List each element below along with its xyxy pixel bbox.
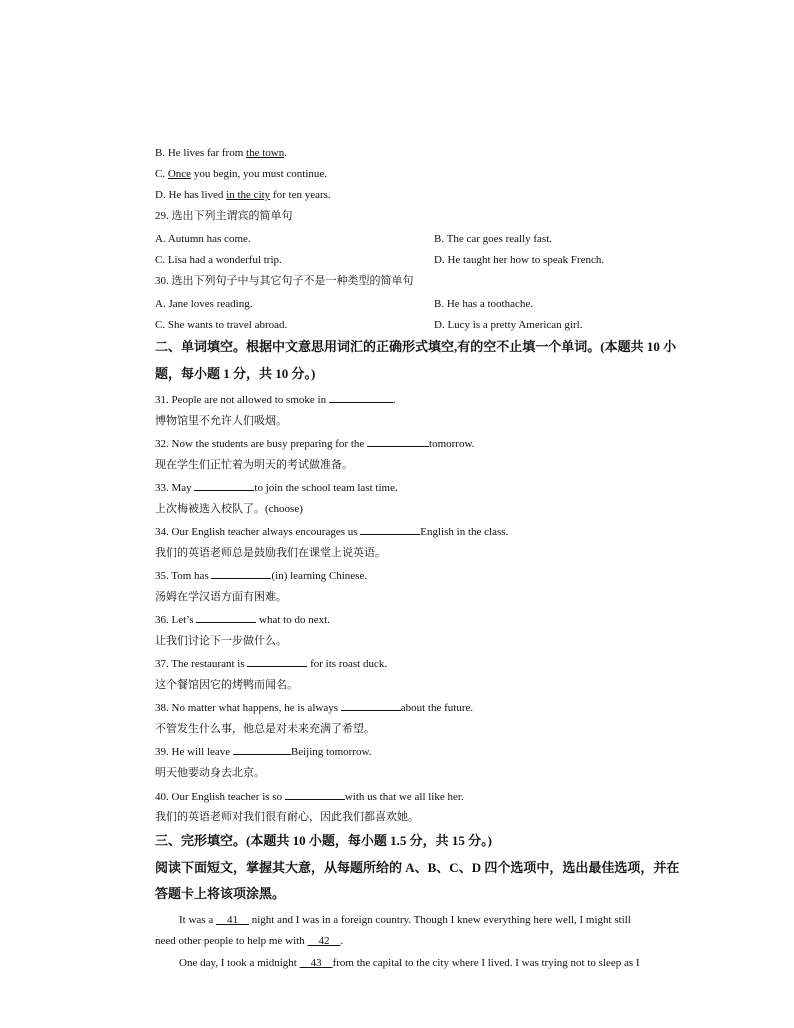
q32-blank[interactable] [367,436,429,447]
q29-option-c: C. Lisa had a wonderful trip. [155,254,282,266]
q40-blank[interactable] [285,789,345,800]
q40-prompt [155,789,464,804]
q37-chinese: 这个餐馆因它的烤鸭而闻名。 [155,679,298,691]
section3-heading: 三、完形填空。(本题共 10 小题，每小题 1.5 分，共 15 分。) [155,833,492,848]
q28-option-b [155,146,287,160]
q40-chinese: 我们的英语老师对我们很有耐心，因此我们都喜欢她。 [155,811,419,823]
q34-blank[interactable] [360,524,420,535]
cloze-text-end: . [340,935,344,947]
q31-blank[interactable] [329,392,393,403]
q28-option-b-end: . [284,147,287,159]
q39-blank[interactable] [233,744,291,755]
cloze-text-end: from the capital to the city where I lived. I was trying not to sleep as I [332,957,640,969]
q28-option-b-text: B. He lives far from [155,147,247,159]
q32-prompt [155,436,474,451]
section3-instruction-line2: 答题卡上将该项涂黑。 [155,886,286,901]
q37-prompt [155,656,387,671]
q33-chinese: 上次梅被选入校队了。(choose) [155,503,303,515]
section2-heading-line2: 题，每小题 1 分，共 10 分。) [155,366,316,381]
q28-option-d [155,188,331,202]
section2-heading-line1: 二、单词填空。根据中文意思用词汇的正确形式填空,有的空不止填一个单词。(本题共 10 小 [155,339,677,354]
q28-option-d-underlined: in the city [226,189,271,201]
q38-blank[interactable] [341,700,401,711]
q35-prompt [155,568,367,583]
q33-blank[interactable] [194,480,254,491]
q32-text: 32. Now the students are busy preparing for the [155,438,368,450]
cloze-paragraph1-line2 [155,934,713,948]
q38-text: 38. No matter what happens, he is always [155,702,341,714]
q30-option-d: D. Lucy is a pretty American girl. [434,319,583,331]
cloze-paragraph1-line1 [179,913,737,927]
cloze-text: One day, I took a midnight [179,957,300,969]
q35-blank[interactable] [211,568,271,579]
cloze-text: need other people to help me with [155,935,308,947]
q38-chinese: 不管发生什么事，他总是对未来充满了希望。 [155,723,375,735]
q30-title: 30. 选出下列句子中与其它句子不是一种类型的简单句 [155,275,414,287]
cloze-number-43: 43 [310,957,322,969]
q36-text: 36. Let’s [155,614,197,626]
q29-option-b: B. The car goes really fast. [434,233,553,245]
q34-text-end: English in the class. [420,526,509,538]
q34-chinese: 我们的英语老师总是鼓励我们在课堂上说英语。 [155,547,386,559]
q31-text: 31. People are not allowed to smoke in [155,394,329,406]
q39-prompt [155,744,371,759]
q38-prompt [155,700,473,715]
q30-option-c: C. She wants to travel abroad. [155,319,288,331]
q28-option-d-end: for ten years. [270,189,331,201]
q39-text-end: Beijing tomorrow. [290,746,372,758]
q36-blank[interactable] [196,612,256,623]
q33-text-end: to join the school team last time. [254,482,398,494]
q40-text: 40. Our English teacher is so [155,791,285,803]
q28-option-b-underlined: the town [246,147,285,159]
q28-option-d-text: D. He has lived [155,189,227,201]
q32-chinese: 现在学生们正忙着为明天的考试做准备。 [155,459,353,471]
q34-prompt [155,524,508,539]
q28-option-c-text: C. [155,168,168,180]
q34-text: 34. Our English teacher always encourages us [155,526,361,538]
q36-chinese: 让我们讨论下一步做什么。 [155,635,287,647]
q33-prompt [155,480,398,495]
q39-text: 39. He will leave [155,746,233,758]
q29-title: 29. 选出下列主谓宾的简单句 [155,210,293,222]
q30-option-a: A. Jane loves reading. [155,298,253,310]
cloze-blank-42[interactable] [307,935,340,947]
q31-chinese: 博物馆里不允许人们吸烟。 [155,415,287,427]
cloze-text: It was a [179,914,216,926]
q35-text: 35. Tom has [155,570,212,582]
q39-chinese: 明天他要动身去北京。 [155,767,265,779]
q36-text-end: what to do next. [256,614,330,626]
q28-option-c-underlined: Once [167,168,192,180]
cloze-text-end: night and I was in a foreign country. Though I knew everything here well, I might still [248,914,631,926]
q35-text-end: (in) learning Chinese. [271,570,368,582]
cloze-blank-41[interactable] [216,914,249,926]
q31-text-end: . [392,394,396,406]
section3-instruction-line1: 阅读下面短文，掌握其大意，从每题所给的 A、B、C、D 四个选项中，选出最佳选项，并在 [155,860,680,875]
q37-text: 37. The restaurant is [155,658,248,670]
cloze-paragraph2-line1 [179,956,737,970]
q37-blank[interactable] [247,656,307,667]
q40-text-end: with us that we all like her. [344,791,464,803]
q29-option-d: D. He taught her how to speak French. [434,254,605,266]
q31-prompt [155,392,396,407]
q35-chinese: 汤姆在学汉语方面有困难。 [155,591,287,603]
q33-text: 33. May [155,482,195,494]
q28-option-c-end: you begin, you must continue. [191,168,328,180]
q29-option-a: A. Autumn has come. [155,233,251,245]
q30-option-b: B. He has a toothache. [434,298,533,310]
cloze-number-42: 42 [318,935,330,947]
cloze-number-41: 41 [226,914,238,926]
q37-text-end: for its roast duck. [307,658,388,670]
cloze-blank-43[interactable] [300,957,333,969]
q36-prompt [155,612,330,627]
q32-text-end: tomorrow. [429,438,475,450]
q38-text-end: about the future. [400,702,474,714]
q28-option-c [155,167,327,181]
